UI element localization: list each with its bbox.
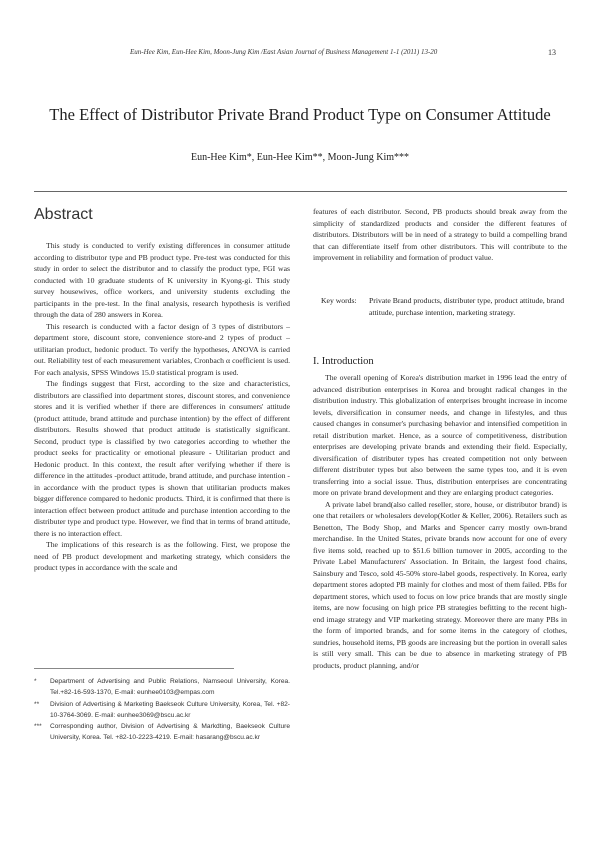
footnote-mark: ** [34, 700, 40, 708]
header-divider [34, 191, 567, 192]
footnote [34, 721, 290, 744]
footnote-text: Corresponding author, Division of Advertising & Markdting, Baekseok Culture University, Korea. Tel. +82-10-2223-4219. E-mail: hasarang@bscu.ac.kr [50, 723, 290, 742]
footnote-mark: *** [34, 723, 42, 731]
author-list: Eun-Hee Kim*, Eun-Hee Kim**, Moon-Jung Kim*** [190, 152, 410, 163]
abstract-continuation [313, 206, 567, 264]
abstract-paragraph: The findings suggest that First, according to the size and characteristics, distributors are classified into department stores, discount stores, and convenience stores and it is verified whether if there are differences in consumers' attitude (product attitude, brand attitude and purchase intention) by the effect of different distributors. Results showed that product attitude is statistically significant. Second, product type is classified by two categories according to whether the product seeks for practicality or emotional pleasure - Utilitarian product and Hedonic product. In this context, the result after verifying whether if there is difference in the attitudes -product attitude, brand attitude, and purchase intention - in accordance with the product types is shown that utilitarian products makes bigger difference compared to hedonic products. Third, it is confirmed that there is interaction effect between product attitude and purchase intention according to the distributer type and product type. However, we find that in terms of brand attitude, there is no interaction effect. [34, 379, 290, 538]
footnote [34, 699, 290, 722]
paper-title: The Effect of Distributor Private Brand Product Type on Consumer Attitude [49, 105, 551, 124]
footnote-divider [34, 668, 234, 669]
section-heading: I. Introduction [313, 356, 374, 367]
abstract-paragraph-cont: features of each distributor. Second, PB products should break away from the simplicity of standardized products and consider the different features of distributors. Distributors will be in need of a strategy to build a compelling brand that can differentiate itself from other distributors. This will contribute to the improvement in reliability and formation of product value. [313, 207, 567, 262]
footnote [34, 676, 290, 699]
footnote-text: Department of Advertising and Public Relations, Namseoul University, Korea. Tel.+82-16-593-1370, E-mail: eunhee0103@empas.com [50, 678, 290, 697]
footnotes [34, 676, 290, 744]
running-head-text: Eun-Hee Kim, Eun-Hee Kim, Moon-Jung Kim /East Asian Journal of Business Management 1-1 (2011) 13-20 [130, 48, 438, 56]
footnote-text: Division of Advertising & Marketing Baekseok Culture University, Korea, Tel. +82-10-3764-3069. E-mail: eunhee3069@bscu.ac.kr [50, 700, 290, 719]
intro-paragraph: A private label brand(also called reseller, store, house, or distributor brand) is one that retailers or wholesalers develop(Kotler & Keller, 2006). Retailers such as Benetton, The Body Shop, and Marks and Spencer carry mostly own-brand merchandise. In the United States, private brands now account for one of every five items sold, reached up to $51.6 billion turnover in 2005, according to the Private Label Manufacturers' Association. In Britain, the largest food chains, Sainsbury and Tesco, sold 45-50% store-label goods, respectively. In Korea, early department stores adopted PB mainly for clothes and most of them failed. PBs for department stores, which used to focus on low price brands that are mostly single items, are now focusing on high price PB strategies befitting to the recent high-end image strategy and VIP marketing strategy. Moreover there are many PBs in the form of imported brands, and for some items in the category of clothes, sundries, household items, PB goods are increasing but the portion in overall sales is still very small. This can be due to absence in marketing strategy of PB products, product planning, and/or [313, 499, 567, 670]
introduction-body [313, 372, 567, 671]
abstract-paragraph: The implications of this research is as the following. First, we propose the need of PB product development and marketing strategy, which considers the product types in accordance with the scale and [34, 540, 290, 572]
abstract-paragraph: This study is conducted to verify existing differences in consumer attitude according to distributor type and PB product type. Pre-test was conducted for this study in order to select the distributor and to classify the product type, FGI was conducted with 10 graduate students of K university in Kyong-gi. This study survey housewives, office workers, and university students excluding the participants in the pre-test. In the final analysis, research hypothesis is verified through the data of 280 answers in Korea. [34, 241, 290, 319]
footnote-mark: * [34, 678, 37, 685]
keywords-block [321, 295, 567, 318]
abstract-body [34, 240, 290, 574]
abstract-heading: Abstract [34, 206, 93, 223]
keywords-label: Key words: [321, 296, 357, 305]
keywords-list: Private Brand products, distributer type, product attitude, brand attitude, purchase intention, marketing strategy. [369, 296, 565, 317]
running-header [60, 48, 560, 60]
intro-paragraph: The overall opening of Korea's distribution market in 1996 lead the entry of advanced distribution enterprises in Korea and brought radical changes in the distribution industry. This globalization of enterprises brought increase in income levels, diversification in consumer needs, and change in lifestyles, and thus caused changes in consumer's purchasing behavior and intensified competition in retail distribution market. Hence, as a source of competitiveness, distribution enterprises are developing private brands and extending their field. Especially, diversification of distributer types has created competition not only between different distributer types but also between the same types too, and it is even transferring into a social issue. Thus, distribution enterprises are concentrating more on private brand development and they are enlarging product categories. [313, 373, 567, 497]
page-number: 13 [548, 48, 556, 57]
abstract-paragraph: This research is conducted with a factor design of 3 types of distributors –department store, discount store, convenience store-and 2 types of product –utilitarian product, hedonic product. To verify the hypotheses, ANOVA is carried out. Reliability test of each measurement variables, Cronbach α coefficient is used. For each analysis, SPSS Windows 15.0 statistical program is used. [34, 321, 290, 377]
